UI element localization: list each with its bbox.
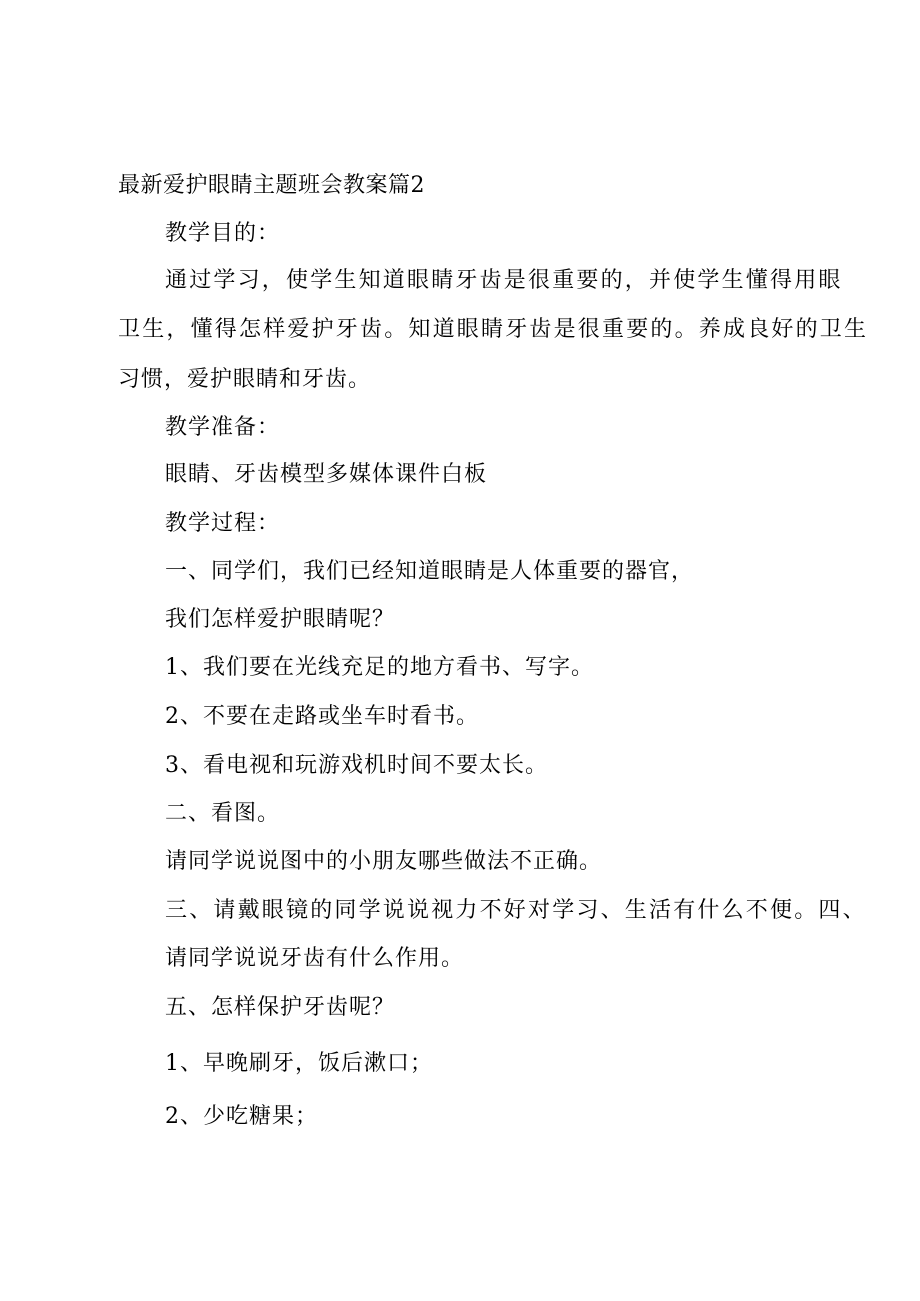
paragraph-line: 卫生，懂得怎样爱护牙齿。知道眼睛牙齿是很重要的。养成良好的卫生 [118, 317, 869, 342]
heading-teaching-prep: 教学准备： [165, 415, 281, 440]
paragraph-line: 习惯，爱护眼睛和牙齿。 [118, 367, 372, 392]
list-item: 二、看图。 [165, 801, 281, 826]
list-item: 2、不要在走路或坐车时看书。 [165, 704, 479, 729]
document-title: 最新爱护眼睛主题班会教案篇2 [118, 173, 425, 198]
list-item: 1、我们要在光线充足的地方看书、写字。 [165, 655, 594, 680]
list-item: 一、同学们，我们已经知道眼睛是人体重要的器官， [165, 559, 695, 584]
list-item: 1、早晚刷牙，饭后漱口； [165, 1051, 433, 1076]
list-item: 请同学说说图中的小朋友哪些做法不正确。 [165, 849, 603, 874]
list-item: 3、看电视和玩游戏机时间不要太长。 [165, 753, 548, 778]
paragraph-line: 通过学习，使学生知道眼睛牙齿是很重要的，并使学生懂得用眼 [165, 268, 843, 293]
list-item: 请同学说说牙齿有什么作用。 [165, 946, 465, 971]
list-item: 我们怎样爱护眼睛呢？ [165, 607, 396, 632]
list-item: 三、请戴眼镜的同学说说视力不好对学习、生活有什么不便。四、 [165, 898, 867, 923]
heading-teaching-process: 教学过程： [165, 511, 281, 536]
paragraph-line: 眼睛、牙齿模型多媒体课件白板 [165, 462, 488, 487]
heading-teaching-goal: 教学目的： [165, 221, 281, 246]
list-item: 五、怎样保护牙齿呢？ [165, 995, 396, 1020]
list-item: 2、少吃糖果； [165, 1104, 318, 1129]
